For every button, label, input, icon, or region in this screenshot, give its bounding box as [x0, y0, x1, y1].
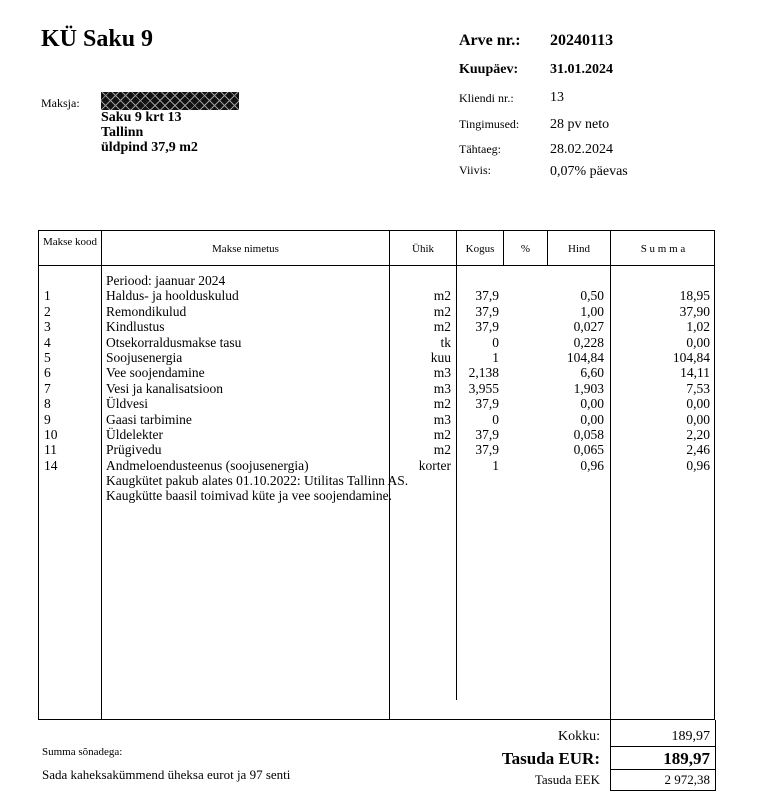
price-column [548, 288, 604, 473]
row-qty: 2,138 [468, 365, 499, 381]
note-line-1: Kaugkütet pakub alates 01.10.2022: Utilitas Tallinn AS. [106, 473, 409, 488]
redacted-payer-name [101, 92, 239, 110]
row-unit: m3 [433, 380, 451, 396]
row-sum: 37,90 [679, 303, 710, 319]
row-price: 0,228 [573, 334, 604, 350]
row-qty: 1 [492, 349, 499, 365]
invoice-no-label: Arve nr.: [459, 32, 521, 49]
eek-label: Tasuda EEK [534, 772, 600, 787]
row-code: 14 [44, 457, 58, 473]
row-sum: 104,84 [672, 349, 710, 365]
row-unit: tk [440, 334, 451, 350]
payer-label: Maksja: [41, 96, 80, 110]
row-sum: 0,00 [686, 411, 710, 427]
row-qty: 37,9 [475, 396, 499, 412]
payer-area: üldpind 37,9 m2 [101, 140, 198, 155]
row-price: 0,00 [580, 411, 604, 427]
row-unit: m3 [433, 411, 451, 427]
invoice-no: 20240113 [550, 32, 614, 49]
unit-column [392, 288, 451, 473]
row-unit: m2 [433, 426, 451, 442]
row-price: 0,027 [573, 319, 604, 335]
header-price: Hind [568, 243, 590, 255]
penalty: 0,07% päevas [550, 164, 628, 179]
words-text: Sada kaheksakümmend üheksa eurot ja 97 senti [42, 767, 291, 782]
row-name: Üldelekter [106, 426, 163, 442]
row-qty: 37,9 [475, 303, 499, 319]
row-unit: kuu [430, 349, 451, 365]
row-price: 0,50 [580, 288, 604, 304]
row-price: 1,903 [573, 380, 604, 396]
name-column [106, 288, 386, 473]
header-unit: Ühik [412, 243, 434, 255]
row-unit: m2 [433, 319, 451, 335]
row-sum: 7,53 [686, 380, 710, 396]
row-qty: 37,9 [475, 426, 499, 442]
row-name: Prügivedu [106, 442, 162, 458]
payer-address-line2: Tallinn [101, 125, 144, 140]
row-price: 1,00 [580, 303, 604, 319]
row-unit: m2 [433, 396, 451, 412]
row-qty: 3,955 [468, 380, 499, 396]
row-price: 0,058 [573, 426, 604, 442]
date-label: Kuupäev: [459, 62, 519, 77]
row-code: 3 [44, 319, 51, 335]
payer-address-line1: Saku 9 krt 13 [101, 110, 182, 125]
due-label: Tähtaeg: [459, 142, 501, 156]
row-name: Otsekorraldusmakse tasu [106, 334, 242, 350]
row-price: 104,84 [566, 349, 604, 365]
row-name: Vesi ja kanalisatsioon [106, 380, 223, 396]
row-name: Kindlustus [106, 319, 165, 335]
row-code: 11 [44, 442, 57, 458]
row-qty: 37,9 [475, 442, 499, 458]
code-column [44, 288, 94, 473]
sum-column [611, 288, 710, 473]
row-qty: 37,9 [475, 319, 499, 335]
row-sum: 0,00 [686, 334, 710, 350]
words-label: Summa sõnadega: [42, 746, 123, 758]
row-sum: 0,00 [686, 396, 710, 412]
eek-amount: 2 972,38 [664, 772, 710, 787]
header-pct: % [520, 243, 531, 255]
row-sum: 1,02 [686, 319, 710, 335]
total-label: Kokku: [558, 729, 600, 744]
row-price: 6,60 [580, 365, 604, 381]
header-code: Makse kood [42, 236, 98, 248]
row-unit: korter [418, 457, 451, 473]
row-code: 1 [44, 288, 51, 304]
client-no-label: Kliendi nr.: [459, 91, 514, 105]
row-name: Andmeloendusteenus (soojusenergia) [106, 457, 309, 473]
row-sum: 14,11 [680, 365, 710, 381]
totals-divider [610, 746, 715, 747]
row-code: 7 [44, 380, 51, 396]
invoice-date: 31.01.2024 [550, 62, 613, 77]
row-price: 0,065 [573, 442, 604, 458]
period-label: Periood: jaanuar 2024 [106, 273, 226, 288]
row-qty: 1 [492, 457, 499, 473]
row-name: Vee soojendamine [106, 365, 205, 381]
row-unit: m2 [433, 303, 451, 319]
row-qty: 0 [492, 411, 499, 427]
row-sum: 2,20 [686, 426, 710, 442]
note-line-2: Kaugkütte baasil toimivad küte ja vee soojendamine. [106, 488, 393, 504]
penalty-label: Viivis: [459, 163, 491, 177]
header-divider [38, 265, 715, 266]
header-name: Makse nimetus [212, 243, 279, 255]
row-name: Haldus- ja hoolduskulud [106, 288, 239, 304]
row-code: 4 [44, 334, 51, 350]
col-divider [456, 230, 457, 700]
row-code: 9 [44, 411, 51, 427]
due-date: 28.02.2024 [550, 142, 613, 157]
row-unit: m2 [433, 442, 451, 458]
header-qty: Kogus [465, 243, 495, 255]
client-no: 13 [550, 90, 564, 105]
pay-label: Tasuda EUR: [501, 749, 600, 768]
row-code: 5 [44, 349, 51, 365]
totals-divider [610, 769, 715, 770]
row-qty: 0 [492, 334, 499, 350]
company-name: KÜ Saku 9 [41, 26, 154, 52]
row-name: Üldvesi [106, 396, 148, 412]
row-sum: 18,95 [679, 288, 710, 304]
header-sum: S u m m a [640, 243, 686, 255]
terms: 28 pv neto [550, 117, 610, 132]
row-unit: m3 [433, 365, 451, 381]
row-price: 0,00 [580, 396, 604, 412]
row-name: Remondikulud [106, 303, 187, 319]
row-unit: m2 [433, 288, 451, 304]
qty-column [458, 288, 499, 473]
row-name: Gaasi tarbimine [106, 411, 192, 427]
row-sum: 0,96 [686, 457, 710, 473]
col-divider [101, 230, 102, 720]
row-price: 0,96 [580, 457, 604, 473]
pay-amount: 189,97 [663, 749, 710, 768]
row-qty: 37,9 [475, 288, 499, 304]
row-sum: 2,46 [686, 442, 710, 458]
row-code: 8 [44, 396, 51, 412]
total-amount: 189,97 [671, 729, 710, 744]
row-code: 2 [44, 303, 51, 319]
row-code: 10 [44, 426, 58, 442]
row-code: 6 [44, 365, 51, 381]
terms-label: Tingimused: [459, 117, 520, 131]
row-name: Soojusenergia [106, 349, 183, 365]
